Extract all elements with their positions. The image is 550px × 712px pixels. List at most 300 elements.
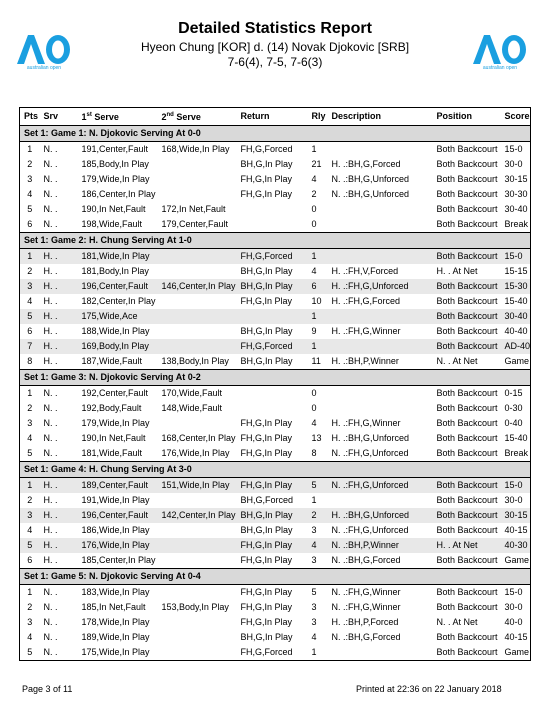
cell-description: H. .:FH,G,Forced <box>331 296 401 306</box>
col-header-rally: Rly <box>308 108 328 126</box>
cell-score: Game <box>504 555 530 565</box>
cell-rally-length: 4 <box>311 174 317 184</box>
match-score: 7-6(4), 7-5, 7-6(3) <box>227 55 323 69</box>
cell-position: Both Backcourt <box>433 279 501 294</box>
cell-position: Both Backcourt <box>436 388 498 398</box>
table-row <box>20 279 531 294</box>
cell-server: N. . <box>43 403 58 413</box>
cell-return: FH,G,In Play <box>237 478 308 494</box>
cell-description <box>328 645 433 661</box>
cell-return: FH,G,In Play <box>240 418 293 428</box>
cell-return: BH,G,In Play <box>240 266 293 276</box>
game-header: Set 1: Game 5: N. Djokovic Serving At 0-4 <box>20 569 531 585</box>
cell-rally-length: 11 <box>311 356 321 366</box>
cell-rally-length: 3 <box>311 555 317 565</box>
cell-first-serve: 189,Wide,In Play <box>81 632 150 642</box>
cell-position: Both Backcourt <box>436 433 498 443</box>
cell-description: N. .:FH,G,Unforced <box>331 448 409 458</box>
cell-rally-length: 10 <box>311 296 322 306</box>
cell-first-serve: 185,In Net,Fault <box>81 602 146 612</box>
cell-rally-length: 3 <box>311 617 317 627</box>
cell-first-serve: 181,Wide,Fault <box>81 448 143 458</box>
cell-rally-length: 5 <box>308 478 328 494</box>
cell-description <box>328 309 433 324</box>
cell-server: H. . <box>40 249 78 265</box>
cell-pt-number: 2 <box>27 266 33 276</box>
table-row <box>20 523 531 538</box>
cell-second-serve <box>158 416 237 431</box>
cell-return: FH,G,In Play <box>240 602 293 612</box>
cell-score: AD-40 <box>501 339 531 354</box>
cell-score: 30-15 <box>501 508 531 523</box>
cell-pt-number: 3 <box>27 174 33 184</box>
cell-return: BH,G,In Play <box>240 632 293 642</box>
cell-second-serve <box>158 187 237 202</box>
cell-first-serve: 188,Wide,In Play <box>81 326 150 336</box>
table-row <box>20 600 531 615</box>
cell-rally-length: 1 <box>308 339 328 354</box>
cell-position: Both Backcourt <box>433 508 501 523</box>
cell-score: 15-0 <box>504 587 523 597</box>
game-header: Set 1: Game 3: N. Djokovic Serving At 0-2 <box>20 370 531 386</box>
table-row <box>20 615 531 630</box>
cell-rally-length: 0 <box>311 403 317 413</box>
cell-second-serve <box>158 309 237 324</box>
cell-first-serve: 190,In Net,Fault <box>81 433 146 443</box>
cell-first-serve: 179,Wide,In Play <box>81 174 150 184</box>
cell-position: Both Backcourt <box>436 495 498 505</box>
cell-first-serve: 185,Body,In Play <box>81 159 149 169</box>
cell-second-serve <box>158 585 237 601</box>
cell-second-serve: 168,Wide,In Play <box>161 144 230 154</box>
cell-pt-number: 5 <box>27 647 33 657</box>
cell-return: BH,G,In Play <box>237 508 308 523</box>
cell-first-serve: 185,Center,In Play <box>81 555 156 565</box>
cell-score: 0-15 <box>504 388 523 398</box>
cell-server: N. . <box>43 144 58 154</box>
cell-position: Both Backcourt <box>433 339 501 354</box>
table-row <box>20 645 531 661</box>
cell-pt-number: 2 <box>27 403 33 413</box>
cell-first-serve: 175,Wide,Ace <box>78 309 158 324</box>
cell-pt-number: 4 <box>27 433 33 443</box>
australian-open-logo-right <box>470 32 530 76</box>
table-row <box>20 172 531 187</box>
cell-server: H. . <box>40 309 78 324</box>
cell-pt-number: 3 <box>27 617 33 627</box>
cell-position: Both Backcourt <box>436 219 498 229</box>
cell-first-serve: 181,Wide,In Play <box>78 249 158 265</box>
cell-return: BH,G,Forced <box>240 495 294 505</box>
cell-second-serve: 142,Center,In Play <box>158 508 237 523</box>
cell-second-serve <box>158 339 237 354</box>
cell-return: FH,G,Forced <box>240 144 293 154</box>
cell-position: Both Backcourt <box>436 525 498 535</box>
cell-server: N. . <box>43 219 58 229</box>
table-row <box>20 493 531 508</box>
cell-description: H. .:FH,V,Forced <box>331 266 399 276</box>
table-row <box>20 431 531 446</box>
cell-first-serve: 183,Wide,In Play <box>81 587 150 597</box>
game-header: Set 1: Game 2: H. Chung Serving At 1-0 <box>20 233 531 249</box>
cell-second-serve: 170,Wide,Fault <box>161 388 223 398</box>
cell-second-serve <box>158 294 237 309</box>
cell-score: Game <box>504 647 530 657</box>
cell-first-serve: 192,Body,Fault <box>81 403 142 413</box>
cell-description: H. .:BH,G,Unforced <box>328 508 433 523</box>
cell-description <box>328 339 433 354</box>
cell-second-serve <box>158 553 237 569</box>
cell-pt-number: 2 <box>27 159 33 169</box>
cell-score: Break <box>504 448 529 458</box>
cell-rally-length: 5 <box>311 587 317 597</box>
print-timestamp: Printed at 22:36 on 22 January 2018 <box>356 684 502 694</box>
cell-pt-number: 1 <box>27 144 33 154</box>
cell-return: FH,G,In Play <box>240 189 293 199</box>
cell-second-serve <box>158 324 237 339</box>
cell-rally-length: 0 <box>311 219 317 229</box>
cell-description: H. .:BH,G,Unforced <box>331 433 410 443</box>
cell-server: N. . <box>43 587 58 597</box>
cell-first-serve: 187,Wide,Fault <box>81 356 143 366</box>
cell-server: N. . <box>43 189 58 199</box>
cell-description: H. .:BH,P,Winner <box>331 356 399 366</box>
cell-second-serve <box>158 264 237 279</box>
cell-return: FH,G,In Play <box>237 538 308 553</box>
cell-server: N. . <box>43 448 58 458</box>
cell-rally-length: 4 <box>311 266 317 276</box>
cell-server: N. . <box>43 632 58 642</box>
table-row <box>20 585 531 601</box>
cell-return: FH,G,In Play <box>240 433 293 443</box>
cell-first-serve: 191,Center,Fault <box>81 144 149 154</box>
cell-pt-number: 6 <box>27 219 33 229</box>
cell-score: 15-0 <box>504 144 523 154</box>
cell-second-serve <box>158 157 237 172</box>
table-row <box>20 416 531 431</box>
cell-server: H. . <box>43 495 58 505</box>
cell-description: N. .:FH,G,Winner <box>331 587 401 597</box>
report-title: Detailed Statistics Report <box>178 20 372 37</box>
cell-position: H. . At Net <box>436 266 478 276</box>
table-row <box>20 187 531 202</box>
cell-return: FH,G,Forced <box>237 339 308 354</box>
cell-position: Both Backcourt <box>436 602 498 612</box>
cell-rally-length: 2 <box>311 189 317 199</box>
cell-rally-length: 1 <box>311 647 317 657</box>
cell-description: N. .:BH,G,Unforced <box>331 174 410 184</box>
cell-pt-number: 4 <box>27 189 33 199</box>
cell-description <box>328 401 433 416</box>
cell-server: N. . <box>43 388 58 398</box>
table-row <box>20 508 531 523</box>
cell-position: N. . At Net <box>436 617 478 627</box>
cell-pt-number: 4 <box>27 632 33 642</box>
cell-description: N. .:BH,P,Winner <box>328 538 433 553</box>
cell-position: Both Backcourt <box>436 647 498 657</box>
cell-score: 0-40 <box>504 418 523 428</box>
cell-pt-number: 1 <box>27 587 33 597</box>
cell-rally-length: 9 <box>311 326 317 336</box>
cell-first-serve: 169,Body,In Play <box>78 339 158 354</box>
cell-first-serve: 191,Wide,In Play <box>81 495 150 505</box>
cell-rally-length: 4 <box>311 418 317 428</box>
cell-score: Game <box>504 356 530 366</box>
col-header-pts: Pts <box>20 108 40 126</box>
col-header-description: Description <box>328 108 433 126</box>
cell-position: Both Backcourt <box>433 478 501 494</box>
cell-return: BH,G,In Play <box>240 356 293 366</box>
cell-return: FH,G,In Play <box>240 555 293 565</box>
cell-pt-number: 1 <box>20 249 40 265</box>
cell-description: H. .:FH,G,Winner <box>331 418 401 428</box>
cell-score: 40-15 <box>504 632 528 642</box>
cell-pt-number: 5 <box>27 448 33 458</box>
cell-server: N. . <box>43 617 58 627</box>
cell-return: BH,G,In Play <box>240 326 293 336</box>
logo-caption: australian open <box>26 65 62 71</box>
cell-server: N. . <box>43 174 58 184</box>
game-header-row <box>20 233 531 249</box>
cell-server: H. . <box>43 555 58 565</box>
cell-position: H. . At Net <box>433 538 501 553</box>
cell-second-serve <box>158 249 237 265</box>
cell-pt-number: 3 <box>20 508 40 523</box>
cell-rally-length: 1 <box>308 309 328 324</box>
col-header-position: Position <box>433 108 501 126</box>
cell-rally-length: 21 <box>311 159 322 169</box>
cell-rally-length: 4 <box>311 632 317 642</box>
cell-pt-number: 2 <box>27 495 33 505</box>
cell-pt-number: 1 <box>27 388 33 398</box>
cell-description: N. .:FH,G,Unforced <box>331 525 409 535</box>
cell-pt-number: 7 <box>20 339 40 354</box>
cell-position: Both Backcourt <box>436 632 498 642</box>
table-row <box>20 386 531 402</box>
cell-position: Both Backcourt <box>436 144 498 154</box>
cell-score: 30-15 <box>504 174 528 184</box>
game-header-row <box>20 462 531 478</box>
cell-description <box>328 217 433 233</box>
match-title: Hyeon Chung [KOR] d. (14) Novak Djokovic [SRB] <box>140 40 410 54</box>
table-row <box>20 630 531 645</box>
cell-rally-length: 0 <box>311 204 317 214</box>
cell-position: Both Backcourt <box>433 249 501 265</box>
table-row <box>20 264 531 279</box>
cell-score: 30-40 <box>501 309 531 324</box>
cell-second-serve <box>158 645 237 661</box>
cell-pt-number: 1 <box>20 478 40 494</box>
cell-description: H. .:FH,G,Winner <box>331 326 401 336</box>
cell-score: 30-0 <box>504 495 523 505</box>
cell-pt-number: 3 <box>20 279 40 294</box>
cell-second-serve: 176,Wide,In Play <box>161 448 230 458</box>
cell-server: N. . <box>43 159 58 169</box>
cell-score: Break <box>504 219 529 229</box>
cell-description <box>328 202 433 217</box>
cell-rally-length: 3 <box>311 602 317 612</box>
cell-position: Both Backcourt <box>436 296 498 306</box>
cell-server: H. . <box>43 326 58 336</box>
table-row <box>20 339 531 354</box>
cell-pt-number: 8 <box>27 356 33 366</box>
cell-position: Both Backcourt <box>436 204 498 214</box>
cell-server: H. . <box>43 356 58 366</box>
cell-first-serve: 198,Wide,Fault <box>81 219 143 229</box>
cell-server: H. . <box>43 266 58 276</box>
cell-pt-number: 4 <box>27 525 33 535</box>
cell-description: H. .:FH,G,Unforced <box>328 279 433 294</box>
cell-second-serve <box>158 172 237 187</box>
cell-server: H. . <box>43 525 58 535</box>
cell-description: H. .:BH,P,Forced <box>331 617 399 627</box>
cell-description <box>328 386 433 402</box>
cell-return: FH,G,Forced <box>237 249 308 265</box>
cell-return: FH,G,In Play <box>240 174 293 184</box>
cell-server: N. . <box>43 204 58 214</box>
cell-rally-length: 1 <box>308 249 328 265</box>
cell-first-serve: 186,Wide,In Play <box>81 525 150 535</box>
cell-first-serve: 181,Body,In Play <box>81 266 149 276</box>
cell-server: H. . <box>40 508 78 523</box>
cell-score: 0-30 <box>504 403 523 413</box>
cell-score: 30-40 <box>504 204 528 214</box>
cell-server: H. . <box>40 339 78 354</box>
cell-rally-length: 2 <box>308 508 328 523</box>
cell-second-serve: 179,Center,Fault <box>161 219 229 229</box>
cell-second-serve: 151,Wide,In Play <box>158 478 237 494</box>
table-row <box>20 157 531 172</box>
cell-server: H. . <box>40 478 78 494</box>
cell-position: Both Backcourt <box>433 309 501 324</box>
cell-first-serve: 189,Center,Fault <box>78 478 158 494</box>
cell-second-serve: 138,Body,In Play <box>161 356 229 366</box>
cell-server: N. . <box>43 418 58 428</box>
cell-rally-length: 3 <box>311 525 317 535</box>
cell-score: 15-0 <box>501 249 531 265</box>
cell-score: 30-30 <box>504 189 528 199</box>
cell-return <box>237 202 308 217</box>
cell-return: FH,G,Forced <box>240 647 293 657</box>
cell-description: H. .:BH,G,Forced <box>331 159 401 169</box>
cell-return: FH,G,In Play <box>240 296 293 306</box>
cell-pt-number: 5 <box>20 538 40 553</box>
cell-first-serve: 176,Wide,In Play <box>78 538 158 553</box>
cell-first-serve: 186,Center,In Play <box>81 189 156 199</box>
cell-return: BH,G,In Play <box>237 279 308 294</box>
cell-description: N. .:FH,G,Unforced <box>328 478 433 494</box>
cell-second-serve: 168,Center,In Play <box>161 433 236 443</box>
cell-second-serve <box>158 538 237 553</box>
cell-first-serve: 192,Center,Fault <box>81 388 149 398</box>
table-row <box>20 446 531 462</box>
cell-description: N. .:BH,G,Forced <box>331 632 401 642</box>
cell-score: 15-15 <box>504 266 528 276</box>
game-header: Set 1: Game 4: H. Chung Serving At 3-0 <box>20 462 531 478</box>
cell-rally-length: 0 <box>311 388 317 398</box>
col-header-score: Score <box>501 108 531 126</box>
cell-server: N. . <box>43 433 58 443</box>
cell-description <box>328 142 433 158</box>
table-row <box>20 538 531 553</box>
cell-first-serve: 196,Center,Fault <box>78 508 158 523</box>
col-header-return: Return <box>237 108 308 126</box>
cell-return: BH,G,In Play <box>240 159 293 169</box>
cell-rally-length: 13 <box>311 433 322 443</box>
table-row <box>20 478 531 494</box>
cell-position: Both Backcourt <box>436 403 498 413</box>
cell-return <box>237 386 308 402</box>
cell-score: 30-0 <box>504 159 523 169</box>
cell-pt-number: 2 <box>27 602 33 612</box>
cell-rally-length: 6 <box>308 279 328 294</box>
cell-score: 15-30 <box>501 279 531 294</box>
cell-second-serve <box>158 615 237 630</box>
game-header-row <box>20 569 531 585</box>
table-row <box>20 202 531 217</box>
cell-pt-number: 5 <box>27 204 33 214</box>
cell-second-serve <box>158 493 237 508</box>
cell-score: 40-15 <box>504 525 528 535</box>
cell-pt-number: 4 <box>27 296 33 306</box>
cell-return: FH,G,In Play <box>240 617 293 627</box>
cell-second-serve: 153,Body,In Play <box>161 602 229 612</box>
cell-score: 40-30 <box>501 538 531 553</box>
table-row <box>20 294 531 309</box>
australian-open-logo-left <box>14 32 74 76</box>
cell-score: 40-0 <box>504 617 523 627</box>
cell-return: FH,G,In Play <box>240 448 293 458</box>
col-header-srv: Srv <box>40 108 78 126</box>
cell-description <box>328 249 433 265</box>
cell-server: H. . <box>43 296 58 306</box>
cell-return: BH,G,In Play <box>240 525 293 535</box>
cell-second-serve: 172,In Net,Fault <box>161 204 226 214</box>
cell-description <box>328 493 433 508</box>
col-header-second-serve: 2nd Serve <box>158 108 237 126</box>
cell-position: Both Backcourt <box>436 448 498 458</box>
cell-position: Both Backcourt <box>436 174 498 184</box>
cell-description: N. .:BH,G,Forced <box>331 555 401 565</box>
cell-position: N. . At Net <box>436 356 478 366</box>
cell-score: 40-40 <box>504 326 528 336</box>
cell-second-serve <box>158 523 237 538</box>
game-header: Set 1: Game 1: N. Djokovic Serving At 0-0 <box>20 126 531 142</box>
cell-position: Both Backcourt <box>436 189 498 199</box>
cell-first-serve: 190,In Net,Fault <box>81 204 146 214</box>
game-header-row <box>20 126 531 142</box>
cell-server: H. . <box>40 538 78 553</box>
cell-pt-number: 6 <box>27 326 33 336</box>
cell-position: Both Backcourt <box>436 159 498 169</box>
cell-score: 15-0 <box>501 478 531 494</box>
col-header-first-serve: 1st Serve <box>78 108 158 126</box>
game-header-row <box>20 370 531 386</box>
table-row <box>20 217 531 233</box>
cell-server: H. . <box>40 279 78 294</box>
cell-first-serve: 196,Center,Fault <box>78 279 158 294</box>
cell-position: Both Backcourt <box>436 555 498 565</box>
cell-rally-length: 1 <box>311 144 317 154</box>
cell-return <box>237 217 308 233</box>
table-row <box>20 401 531 416</box>
cell-second-serve: 146,Center,In Play <box>158 279 237 294</box>
cell-position: Both Backcourt <box>436 587 498 597</box>
cell-pt-number: 3 <box>27 418 33 428</box>
table-row <box>20 324 531 339</box>
cell-server: N. . <box>43 647 58 657</box>
cell-first-serve: 179,Wide,In Play <box>81 418 150 428</box>
